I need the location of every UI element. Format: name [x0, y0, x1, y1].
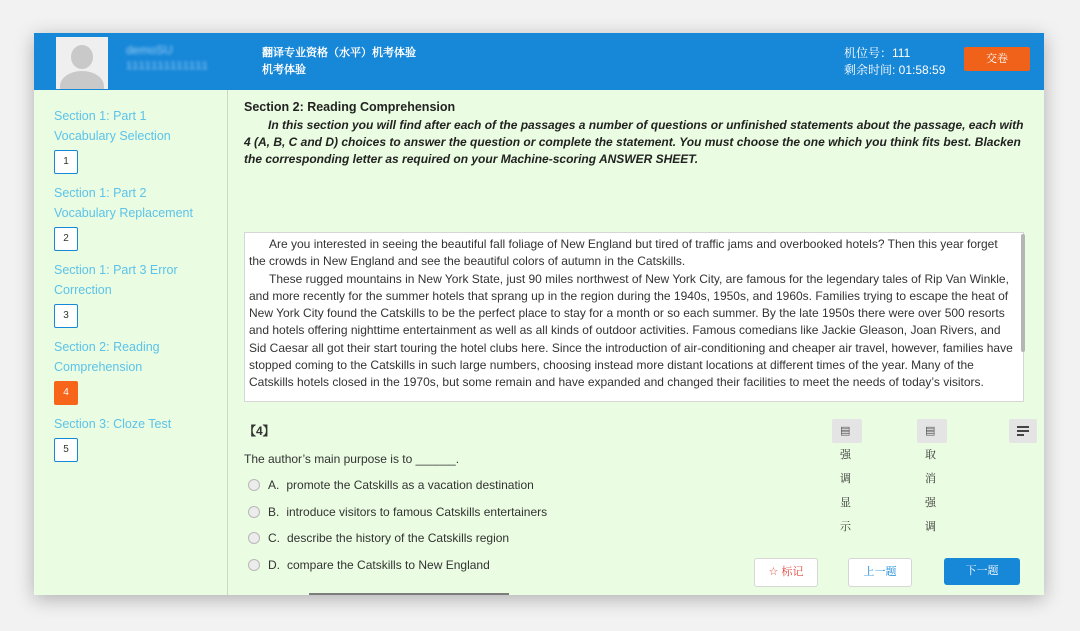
avatar-body-icon [60, 71, 104, 89]
next-question-button[interactable]: 下一题 [944, 558, 1020, 585]
user-name: demoSU [126, 43, 173, 57]
radio-button[interactable] [248, 479, 260, 491]
section-number-button-3[interactable]: 3 [54, 304, 78, 328]
question-text: The author’s main purpose is to ______. [244, 452, 460, 466]
highlight-button[interactable]: ▤强调显示 [832, 419, 862, 443]
sidebar-section-label: Section 1: Part 2 Vocabulary Replacement [54, 186, 193, 220]
passage-paragraph: These rugged mountains in New York State, just 90 miles northwest of New York City, are famous for the legendary tales of Rip Van Winkle, and more recently for the summer hotels that sprang up in the region during the 1940s, 1950s, and 1960s. Families trying to escape the heat of New York City found the Catskills to be the perfect place to stay for a month or so each summer. By the late 1950s there were over 500 resorts and hotels offering nighttime entertainment as well as all kinds of outdoor activities. Famous comedians like Jackie Gleason, Joan Rivers, and Sid Caesar all got their start touring the hotel clubs here. Since the introduction of air-conditioning and cheaper air travel, however, families have stopped coming to the Catskills in such large numbers, choosing instead more distant locations at different times of the year. Many of the Catskills hotels closed in the 1970s, but some remain and have expanded and changed their facilities to meet the needs of today’s visitors. [249, 271, 1013, 390]
exam-title: 翻译专业资格（水平）机考体验 [262, 47, 416, 59]
previous-question-button[interactable]: 上一题 [848, 558, 912, 587]
menu-icon [1017, 426, 1029, 428]
machine-number: 机位号：111 [844, 46, 911, 60]
section-number-button-5[interactable]: 5 [54, 438, 78, 462]
sidebar-section-label: Section 2: Reading Comprehension [54, 340, 160, 374]
sidebar-section-label: Section 3: Cloze Test [54, 417, 172, 431]
sidebar-section-2[interactable] [54, 183, 224, 251]
sidebar-section-4[interactable] [54, 337, 224, 405]
avatar [56, 37, 108, 89]
unhighlight-icon: ▤ [925, 425, 936, 437]
reading-passage[interactable] [244, 232, 1024, 402]
header-bar [34, 33, 1044, 90]
sidebar-section-3[interactable] [54, 260, 224, 328]
sidebar-section-label: Section 1: Part 3 Error Correction [54, 263, 178, 297]
exam-window [34, 33, 1044, 595]
sidebar-section-5[interactable] [54, 414, 224, 462]
unhighlight-button[interactable]: ▤取消强调 [917, 419, 947, 443]
mark-button[interactable]: ☆ 标记 [754, 558, 818, 587]
section-number-button-4[interactable]: 4 [54, 381, 78, 405]
submit-exam-button[interactable]: 交卷 [964, 47, 1030, 71]
remaining-time: 剩余时间: 01:58:59 [844, 63, 946, 77]
question-area [228, 90, 1044, 595]
avatar-head-icon [71, 45, 93, 69]
option-b[interactable]: B. introduce visitors to famous Catskills entertainers [248, 504, 547, 520]
option-d[interactable]: D. compare the Catskills to New England [248, 557, 490, 573]
radio-button[interactable] [248, 559, 260, 571]
section-number-button-1[interactable]: 1 [54, 150, 78, 174]
option-a[interactable]: A. promote the Catskills as a vacation destination [248, 477, 534, 493]
bottom-divider [309, 593, 509, 595]
section-instructions: In this section you will find after each of the passages a number of questions or unfinished statements about the passage, each with 4 (A, B, C and D) choices to answer the question or complete the statement. You must choose the one which you think fits best. Blacken the corresponding letter as required on your Machine-scoring ANSWER SHEET. [244, 118, 1024, 166]
menu-button[interactable] [1009, 419, 1037, 443]
question-number: 【4】 [244, 424, 275, 438]
radio-button[interactable] [248, 532, 260, 544]
user-id: 1111111111111 [126, 60, 209, 72]
section-number-button-2[interactable]: 2 [54, 227, 78, 251]
sidebar-section-label: Section 1: Part 1 Vocabulary Selection [54, 109, 171, 143]
option-c[interactable]: C. describe the history of the Catskills region [248, 530, 509, 546]
sidebar-section-1[interactable] [54, 106, 224, 174]
passage-paragraph: Are you interested in seeing the beautiful fall foliage of New England but tired of traffic jams and overbooked hotels? Then this year forget the crowds in New England and see the beautiful colors of autumn in the Catskills. [249, 237, 998, 269]
passage-scrollbar[interactable] [1021, 234, 1025, 352]
section-title: Section 2: Reading Comprehension [244, 100, 456, 114]
radio-button[interactable] [248, 506, 260, 518]
highlight-icon: ▤ [840, 425, 851, 437]
exam-subtitle: 机考体验 [262, 64, 306, 76]
section-sidebar [34, 90, 228, 595]
